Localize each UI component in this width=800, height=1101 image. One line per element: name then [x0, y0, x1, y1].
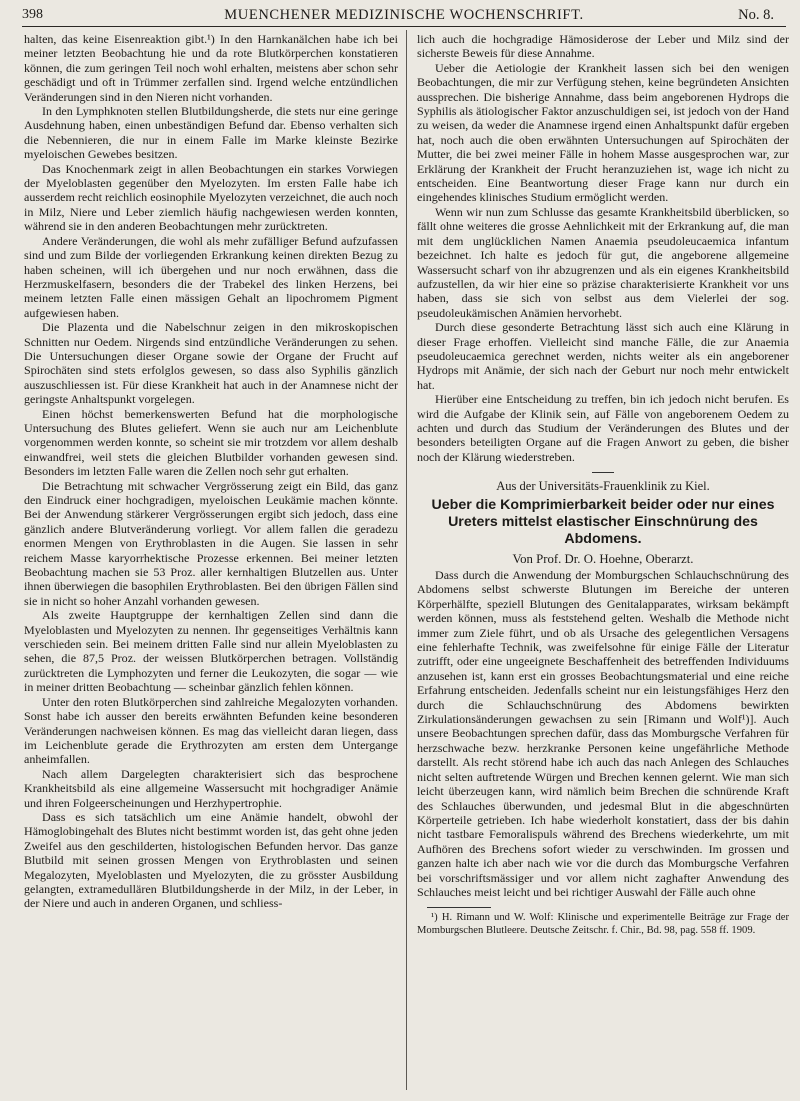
article-title: Ueber die Komprimierbarkeit beider oder nur eines Ureters mittelst elastischer Einschnürung des Abdomens.	[431, 496, 775, 547]
paragraph: Andere Veränderungen, die wohl als mehr zufälliger Befund aufzufassen sind und zum Bilde der vorliegenden Erkrankung keinen direkten Bezug zu haben scheinen, will ich übergehen und nur noch erwähnen, dass die Herzmuskelfasern, besonders die der Trabekel des linken Herzens, bei meinem letzten Falle einen mässigen Gehalt an lipochromem Pigment aufgewiesen haben.	[24, 233, 398, 320]
paragraph: Wenn wir nun zum Schlusse das gesamte Krankheitsbild überblicken, so fällt ohne weiteres die grosse Aehnlichkeit mit der Erkrankung auf, die man mit dem unglücklichen Namen Anaemia pseudoleucaemica infantum bezeichnet. Ich halte es jedoch für gut, die angeborene allgemeine Wassersucht scharf von ihr abzugrenzen und als ein eigenes Krankheitsbild aufzustellen, da wir hier eine so präzise charakterisierte Krankheit vor uns haben, dass sie sich von selbst aus dem Vielerlei der sog. pseudoleukämischen Anämien hervorhebt.	[417, 204, 789, 320]
institution-line: Aus der Universitäts-Frauenklinik zu Kiel.	[496, 479, 710, 494]
paragraph: Als zweite Hauptgruppe der kernhaltigen Zellen sind dann die Myeloblasten und Myelozyten zu nennen. Ihr gegenseitiges Verhältnis kann verschieden sein. Bei meinem dritten Falle sind nur allein Myeloblasten zu sehen, die 87,5 Proz. der weissen Blutkörperchen betragen. Vollständig zurücktreten die Lymphozyten und ferner die Leukozyten, die sogar — wie in meiner dritten Beobachtung — scheinbar gänzlich fehlen können.	[24, 608, 398, 695]
paragraph: lich auch die hochgradige Hämosiderose der Leber und Milz sind der sicherste Beweis für diese Annahme.	[417, 32, 789, 61]
paragraph: halten, das keine Eisenreaktion gibt.¹) In den Harnkanälchen habe ich bei meiner letzten Beobachtung hie und da rote Blutkörperchen konstatieren können, die zum geringen Teil noch wohl erhalten, meistens aber schon sehr geschädigt und oft in Trümmer zerfallen sind. Irgend welche entzündlichen Veränderungen sind in den Nieren nicht vorhanden.	[24, 32, 398, 104]
section-separator	[592, 472, 614, 473]
paragraph: Das Knochenmark zeigt in allen Beobachtungen ein starkes Vorwiegen der Myeloblasten gegenüber den Myelozyten. Im ersten Falle habe ich ausserdem recht reichlich eosinophile Myelozyten verzeichnet, die auch noch in Milz, Niere und Leber ziemlich häufig nachgewiesen werden konnten, während sie in den anderen Beobachtungen mehr zurücktreten.	[24, 161, 398, 234]
column-divider	[406, 30, 407, 1090]
running-header	[22, 4, 786, 28]
paragraph: Die Plazenta und die Nabelschnur zeigen in den mikroskopischen Schnitten nur Oedem. Nirgends sind entzündliche Veränderungen zu sehen. Die Untersuchungen dieser Organe sowie der Organe der Frucht auf Spirochäten sind stets erfolglos gewesen, so dass also Syphilis gänzlich auszuschliessen ist. Für diese Krankheit hat auch in der Anamnese nicht der geringste Anhaltspunkt vorgelegen.	[24, 320, 398, 407]
paragraph: Ueber die Aetiologie der Krankheit lassen sich bei den wenigen Beobachtungen, die mir zur Verfügung stehen, keine begründeten Ansichten aussprechen. Die bisherige Annahme, dass beim angeborenen Hydrops die Syphilis als ätiologischer Faktor anzuschuldigen sei, ist jedoch von der Hand zu weisen, da weder die Anamnese irgend einen Anhaltspunkt dafür ergeben hat, noch auch die oben erwähnten Untersuchungen auf Spirochäten der Mutter, die bei zwei meiner Fälle in hohem Masse ausgesprochen war, zur Erklärung der Krankheit der Frucht heranzuziehen ist, wage ich nicht zu entscheiden. Eine Beantwortung dieser Frage kann nur durch ein eingehendes klinisches Studium ermöglicht werden.	[417, 60, 789, 205]
paragraph: Durch diese gesonderte Betrachtung lässt sich auch eine Klärung in dieser Frage erhoffen. Vielleicht sind manche Fälle, die zur Anaemia pseudoleucaemica gerechnet werden, nichts weiter als ein angeborener Hydrops mit Anämie, der sich nach der Geburt nur noch mehr entwickelt hat.	[417, 320, 789, 392]
left-column	[24, 32, 398, 911]
header-rule	[22, 26, 786, 27]
paragraph: Nach allem Dargelegten charakterisiert sich das besprochene Krankheitsbild als eine allgemeine Wassersucht mit hochgradiger Anämie und ihren Folgeerscheinungen und Herzhypertrophie.	[24, 766, 398, 810]
footnote: ¹) H. Rimann und W. Wolf: Klinische und experimentelle Beiträge zur Frage der Momburgschen Blutleere. Deutsche Zeitschr. f. Chir., Bd. 98, pag. 558 ff. 1909.	[417, 912, 789, 936]
right-column	[417, 32, 789, 938]
paragraph: Unter den roten Blutkörperchen sind zahlreiche Megalozyten vorhanden. Sonst habe ich ausser den bereits erwähnten Befunden keine besonderen Veränderungen nachweisen können. Es mag das vielleicht daran liegen, dass im Leichenblute gerade die Erythrozyten am ersten dem Untergange anheimfallen.	[24, 694, 398, 767]
footnote-rule	[427, 907, 491, 908]
article-author: Von Prof. Dr. O. Hoehne, Oberarzt.	[512, 551, 694, 566]
paragraph: Einen höchst bemerkenswerten Befund hat die morphologische Untersuchung des Blutes geliefert. Wenn sie auch nur am Leichenblute vorgenommen werden konnte, so scheint sie mir trotzdem vor allem deshalb einwandfrei, weil stets die gleichen Blutbilder vorhanden gewesen sind. Besonders im letzten Falle waren die Zellen noch sehr gut erhalten.	[24, 406, 398, 479]
paragraph: In den Lymphknoten stellen Blutbildungsherde, die stets nur eine geringe Ausdehnung haben, einen unbeständigen Befund dar. Ebenso verhalten sich die Nebennieren, die nur in einem Falle im Marke kleinste Bezirke myeloischen Gewebes besitzen.	[24, 104, 398, 162]
paragraph: Dass durch die Anwendung der Momburgschen Schlauchschnürung des Abdomens selbst schwerste Blutungen im Bereiche der unteren Körperhälfte, speziell Blutungen des Genitalapparates, wirksam bekämpft werden können, muss als feststehend gelten. Weshalb die Methode nicht immer zum Ziele führt, und ob als Ursache des gelegentlichen Versagens eine fehlerhafte Technik, was zweifelsohne für einige Fälle der Literatur zutrifft, oder eine ungeeignete Beschaffenheit des betreffenden Individuums anzusehen ist, kann erst ein grosses Beobachtungsmaterial und eine reiche Erfahrung entscheiden. Jedenfalls scheint nur ein leistungsfähiges Herz den durch die Schlauchschnürung des Abdomens bewirkten Zirkulationsänderungen gewachsen zu sein [Rimann und Wolf¹)]. Auch unsere Beobachtungen sprechen dafür, dass das Momburgsche Verfahren für herzschwache bezw. herzkranke Personen keine ungefährliche Methode darstellt. Als recht störend habe ich auch das nach Anlegen des Schlauches nicht selten auftretende Würgen und Brechen kennen gelernt. Wie man sich leicht überzeugen kann, wird nämlich beim Brechen die schnürende Kraft des Schlauches überwunden, und jedesmal Blut in die abgeschnürten Körperteile getrieben. Ich habe wiederholt konstatiert, dass der bis dahin nicht tastbare Femoralispuls während des Brechens wiederkehrte, um mit Aufhören des Brechens sofort wieder zu verschwinden. Im grossen und ganzen halte ich aber nach wie vor die durch das Momburgsche Verfahren bei vorschriftsmässiger und vor allem nicht zaghafter Anwendung des Schlauches meist leicht und bei richtiger Auswahl der Fälle auch ohne	[417, 568, 789, 899]
paragraph: Dass es sich tatsächlich um eine Anämie handelt, obwohl der Hämoglobingehalt des Blutes nicht bestimmt worden ist, das geht ohne jeden Zweifel aus den geschilderten, histologischen Befunden hervor. Das ganze Blutbild mit seinen grossen Mengen von Erythroblasten und seinen Megalozyten, Myeloblasten und Myelozyten, die zu grösster Ausbildung gelangten, extramedullären Blutbildungsherde in der Milz, in der Leber, in der Niere und auch in anderen Organen, und schliess-	[24, 809, 398, 911]
page-number: 398	[22, 7, 43, 22]
paragraph: Die Betrachtung mit schwacher Vergrösserung zeigt ein Bild, das ganz den Eindruck einer hochgradigen, myeloischen Leukämie machen könnte. Bei der Anwendung stärkerer Vergrösserungen ergibt sich jedoch, dass eine gänzlich andere Blutveränderung vorliegt. Vor allem fallen die geradezu enormen Mengen von Erythroblasten in die Augen. Sie lassen in sehr reichem Masse karyorrhektische Prozesse erkennen. Bei meiner letzten Beobachtung machen sie 53 Proz. aller kernhaltigen Blutzellen aus. Unter ihnen überwiegen die basophilen Erythroblasten. Bei den übrigen Fällen sind sie in nicht so hoher Anzahl vorhanden gewesen.	[24, 478, 398, 608]
journal-title: MUENCHENER MEDIZINISCHE WOCHENSCHRIFT.	[224, 7, 584, 23]
issue-number: No. 8.	[738, 7, 774, 23]
paragraph: Hierüber eine Entscheidung zu treffen, bin ich jedoch nicht berufen. Es wird die Aufgabe der Klinik sein, auf Fälle von angeborenem Oedem zu achten und durch das Studium der Veränderungen des Blutes und der besonders beteiligten Organe auf die Fragen Anwort zu geben, die bisher noch der Klärung wiederstreben.	[417, 392, 789, 464]
